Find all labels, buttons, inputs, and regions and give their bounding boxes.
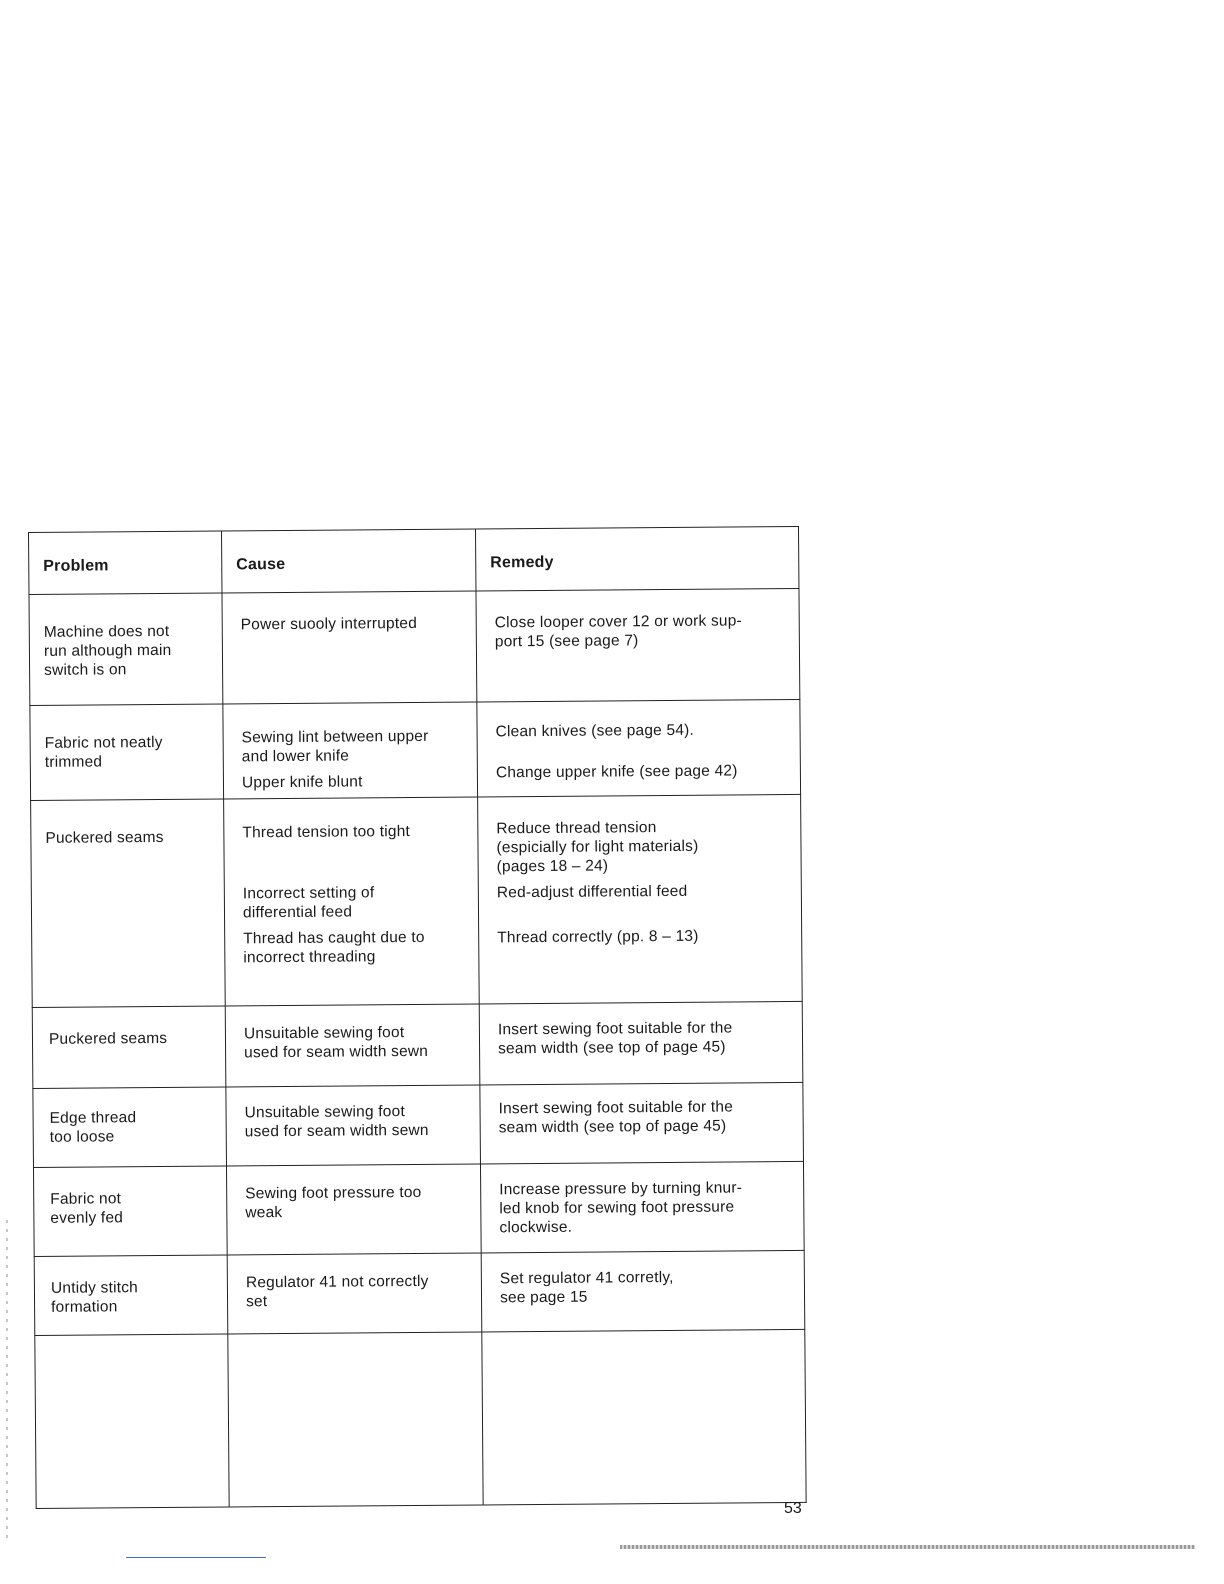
remedy-cell [478,794,803,1004]
scan-artifact-bar [620,1545,1195,1549]
cause-cell [225,1004,480,1087]
problem-cell [32,1006,226,1089]
problem-line: Puckered seams [45,828,164,847]
cause-cell [227,1253,482,1334]
empty-cell [35,1334,229,1509]
problem-line: Puckered seams [48,1029,168,1048]
cause-line: incorrect threading [243,948,376,967]
problem-line: Untidy stitch [50,1279,139,1297]
cause-line: used for seam width sewn [244,1121,429,1141]
remedy-cell [480,1082,804,1164]
cause-cell [226,1164,481,1255]
remedy-cell [480,1161,804,1253]
problem-line: Fabric not [50,1190,122,1208]
remedy-line: seam width (see top of page 45) [498,1038,726,1058]
problem-line: Fabric not neatly [44,733,163,752]
problem-line: switch is on [44,661,127,679]
remedy-line: port 15 (see page 7) [494,632,639,651]
cause-line: Sewing lint between upper [241,727,429,747]
remedy-line: Close looper cover 12 or work sup- [494,612,742,632]
remedy-line: Insert sewing foot suitable for the [497,1019,733,1039]
remedy-line: (espicially for light materials) [496,837,699,857]
table-row [33,1082,804,1167]
cause-line: Regulator 41 not correctly [245,1272,429,1292]
problem-cell [34,1255,228,1336]
problem-line: run although main [43,641,172,660]
remedy-line: Increase pressure by turning knur- [499,1179,743,1199]
cause-line: Sewing foot pressure too [245,1183,422,1203]
problem-line: too loose [49,1128,115,1146]
scan-edge-artifact [6,1220,8,1540]
remedy-line: Thread correctly (pp. 8 – 13) [497,927,699,947]
remedy-line: Red-adjust differential feed [496,882,688,902]
cause-line: set [245,1293,268,1311]
remedy-line: (pages 18 – 24) [496,857,609,876]
problem-line: Edge thread [49,1109,137,1127]
remedy-cell [476,588,800,702]
remedy-line: Insert sewing foot suitable for the [498,1098,734,1118]
remedy-line: Clean knives (see page 54). [495,721,695,741]
remedy-cell [477,699,801,797]
cause-cell [226,1085,481,1166]
cause-line: and lower knife [241,747,350,766]
problem-line: evenly fed [50,1209,124,1227]
problem-cell [33,1087,227,1168]
remedy-line: Set regulator 41 corretly, [499,1268,674,1288]
remedy-line: see page 15 [499,1288,588,1307]
problem-line: trimmed [44,753,103,771]
cause-line: used for seam width sewn [244,1042,429,1062]
cause-line: Thread tension too tight [242,823,411,842]
cause-cell [224,797,480,1006]
cause-line: Upper knife blunt [241,773,363,792]
remedy-cell [479,1001,803,1085]
empty-cell [482,1329,806,1505]
troubleshooting-table [28,526,807,1509]
problem-cell [33,1166,227,1257]
header-cause: Cause [221,529,475,593]
empty-cell [228,1332,483,1507]
cause-cell [223,702,478,799]
problem-cell [31,799,226,1008]
cause-line: Power suooly interrupted [240,614,418,634]
header-remedy: Remedy [475,526,798,591]
cause-line: weak [245,1204,283,1222]
header-problem: Problem [29,531,222,595]
remedy-line: led knob for sewing foot pressure [499,1198,735,1218]
table-row-empty [35,1329,806,1508]
table-header-row [29,526,799,594]
cause-line: Unsuitable sewing foot [243,1024,405,1043]
cause-line: differential feed [242,903,353,922]
problem-cell [29,593,223,706]
remedy-line: clockwise. [499,1218,573,1237]
remedy-line: Change upper knife (see page 42) [495,762,738,782]
table-row [30,699,801,800]
scan-artifact-line [126,1557,266,1558]
table-row [31,794,803,1007]
cause-line: Thread has caught due to [243,928,425,948]
table-row [29,588,800,705]
table-row [34,1250,805,1335]
remedy-line: Reduce thread tension [496,819,657,838]
cause-cell [222,591,477,704]
problem-cell [30,704,224,801]
table-row [33,1161,804,1256]
cause-line: Unsuitable sewing foot [244,1103,405,1122]
table-row [32,1001,803,1088]
problem-line: formation [51,1298,118,1316]
problem-line: Machine does not [43,622,170,641]
remedy-cell [481,1250,805,1332]
remedy-line: seam width (see top of page 45) [498,1117,727,1137]
page-number: 53 [784,1500,802,1517]
cause-line: Incorrect setting of [242,884,375,903]
